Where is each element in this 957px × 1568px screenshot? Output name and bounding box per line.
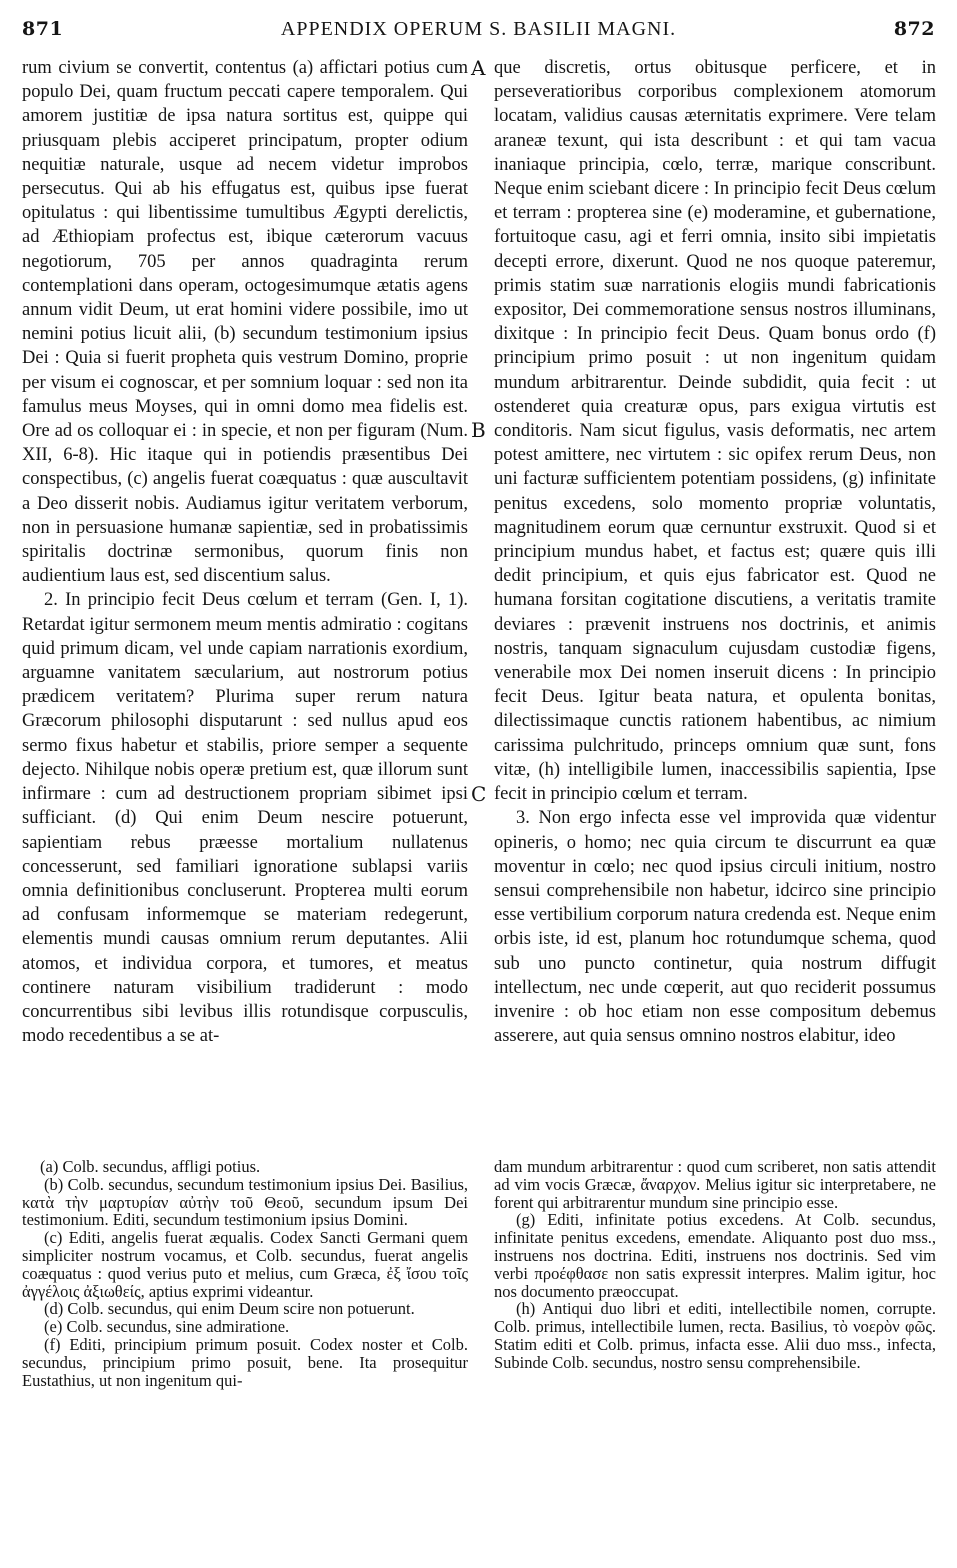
- footnote-continuation: dam mundum arbitrarentur : quod cum scriberet, non satis attendit ad vim vocis Græcæ, ἄναρχον. Melius igitur sic interpretabere, ne forent qui arbitrarentur mundum sine principio esse.: [494, 1157, 936, 1212]
- column-marker-b: B: [471, 418, 486, 442]
- footnotes-right-column: [494, 1158, 936, 1372]
- main-text-right-column: [494, 56, 936, 1048]
- paragraph: 2. In principio fecit Deus cœlum et terram (Gen. I, 1). Retardat igitur sermonem meum mentis admiratio : cogitans quid primum dicam, vel unde capiam narrationis exordium, arguamne vanitatem sæcularium, aut nostrorum potius prædicem veritatem? Plurima super rerum natura Græcorum philosophi disputarunt : sed nullus apud eos sermo fixus habetur et stabilis, priore semper a sequente dejecto. Nihilque nobis operæ pretium est, quæ illorum sunt infirmare : cum ad destructionem propriam sibimet ipsi sufficiant. (d) Qui enim Deum nescire potuerunt, sapientiam rebus præesse mortalium nullatenus concesserunt, sed familiari ignoratione sublapsi variis omnia definitionibus concluserunt. Propterea multi eorum ad confusam informemque se materiam redegerunt, elementis mundi causas omnium rerum deputantes. Alii atomos, et individua corpora, et tumores, et meatus continere naturam visibilium tradiderunt : modo concurrentibus sibi levibus illis rotundisque corpusculis, modo recedentibus a se at-: [22, 590, 468, 1047]
- paragraph: rum civium se convertit, contentus (a) affictari potius cum populo Dei, quam fructum peccati capere temporalem. Qui amorem justitiæ de ipsa natura sortitus est, quippe qui priusquam plebis acciperet principatum, propter odium nequitiæ naturale, usque ad necem videtur improbos persecutus. Qui ab his effugatus est, quibus ipse fuerat opitulatus : qui libentissime tumultibus Ægypti derelictis, ad Æthiopiam profectus est, ibique cæterorum vacuus negotiorum, 705 per annos quadraginta rerum contemplationi dans operam, octogesimumque ætatis agens annum vidit Deum, ut erat homini videre possibile, imo ut nemini potius licuit alii, (b) secundum testimonium ipsius Dei : Quia si fuerit propheta quis vestrum Domino, proprie per visum ei cognoscar, et per somnium loquar : sed non ita famulus meus Moyses, qui in omni domo mea fidelis est. Ore ad os colloquar ei : in specie, et non per figuram (Num. XII, 6-8). Hic itaque qui in potiendis præsentibus Dei conspectibus, (c) angelis fuerat coæquatus : quæ auscultavit a Deo disserit nobis. Audiamus igitur veritatem verborum, non in persuasione humanæ sapientiæ, sed in probatissimis spiritalis doctrinæ sermonibus, quorum finis non audientium laus est, sed discentium salus.: [22, 58, 468, 587]
- footnote: (g) Editi, infinitate potius excedens. At Colb. secundus, infinitate penitus excedens, emendate. Aliquanto post duo mss., instruens nos doctrina. Editi, instruens nos doctrinis. Sed vim verbi προέφθασε non satis expressit interpres. Malim igitur, hoc nos documento præoccupat.: [494, 1210, 936, 1301]
- paragraph: 3. Non ergo infecta esse vel improvida quæ videntur opineris, o homo; nec quia circum te discurrunt ea quæ moventur in cœlo; nec quod ipsius circuli initium, nostro sensui comprehensibile non habetur, idcirco sine principio esse vertibilium corporum natura credenda est. Neque enim orbis iste, id est, planum hoc rotundumque schema, quod sub uno puncto continetur, quia nostrum diffugit intellectum, nec unde cœperit, aut quo reciderit possumus invenire : ob hoc etiam non esse compositum debemus asserere, aut quia sensus omnino nostros elabitur, ideo: [494, 808, 936, 1047]
- main-text-left-column: [22, 56, 468, 1048]
- paragraph: que discretis, ortus obitusque perficere, et in perseveratioribus corporibus complexionem atomorum locatam, validius causas æternitatis exprimere. Vere telam araneæ texunt, qui ista describunt : et qui tam vacua inaniaque principia, cœlo, terræ, marique conscribunt. Neque enim sciebant dicere : In principio fecit Deus cœlum et terram : propterea sine (e) moderamine, et gubernatione, fortuitoque casu, agi et ferri omnia, insito sibi impietatis decepti errore, dixerunt. Quod ne nos quoque pateremur, primis statim suæ narrationis elogiis mundi fabricationis expositor, Dei commemoratione sensus nostros illuminans, dixitque : In principio fecit Deus. Quam bonus ordo (f) principium primo posuit : ut non ingenitum quidam mundum arbitrarentur. Deinde subdidit, quia fecit : ut ostenderet quia creaturæ opus, pars exigua virtutis est conditoris. Nam sicut figulus, vasis deformatis, nec artem potest amittere, nec virtutem : sic opifex rerum Deus, non uni facturæ sufficientem potentiam possidens, (g) infinitate penitus excedens, solo momento propriæ voluntatis, magnitudinem eorum quæ cernuntur exstruxit. Quod si et principium mundus habet, et factus est; quære quis illi dedit principium, et quis ejus fabricator est. Quod ne humana forsitan cogitatione discutiens, a veritatis tramite deviares : prævenit instruens nos doctrinis, et animis nostris, tanquam signaculum cujusdam custodiæ figens, venerabile mox Dei nomen inseruit dicens : In principio fecit Deus. Igitur beata natura, et opulenta bonitas, dilectissimaque cunctis rationem habentibus, ac nimium carissima pulchritudo, princeps omnium quæ sunt, fons vitæ, (h) intelligibile lumen, inaccessibilis sapientia, Ipse fecit in principio cœlum et terram.: [494, 58, 936, 805]
- running-header: [22, 18, 935, 46]
- page-number-left: 871: [22, 18, 64, 40]
- footnote: (d) Colb. secundus, qui enim Deum scire non potuerunt.: [44, 1299, 415, 1319]
- footnote: (c) Editi, angelis fuerat æqualis. Codex Sancti Germani quem simpliciter nostrum vocamus, et Colb. secundus, fuerat angelis coæquatus : quod verius puto et melius, cum Græca, ἐξ ἴσου τοῖς ἀγγέλοις ἀξιωθείς, aptius exprimi videantur.: [22, 1228, 468, 1301]
- running-title: APPENDIX OPERUM S. BASILII MAGNI.: [280, 18, 677, 40]
- page-number-right: 872: [893, 18, 935, 40]
- footnote: (h) Antiqui duo libri et editi, intellectibile nomen, corrupte. Colb. primus, intellectibile lumen, recta. Basilius, τὸ νοερὸν φῶς. Statim editi et Colb. primus, infacta esse. Alii duo mss., infecta, Subinde Colb. secundus, nostro sensu comprehensibile.: [494, 1299, 936, 1372]
- footnote: (b) Colb. secundus, secundum testimonium ipsius Dei. Basilius, κατὰ τὴν μαρτυρίαν αὐτὴν τοῦ Θεοῦ, secundum ipsum Dei testimonium. Editi, secundum testimonium ipsius Domini.: [22, 1174, 468, 1230]
- column-marker-c: C: [471, 782, 487, 806]
- footnote: (e) Colb. secundus, sine admiratione.: [44, 1317, 290, 1337]
- footnote: (f) Editi, principium primum posuit. Codex noster et Colb. secundus, principium primo posuit, bene. Ita prosequitur Eustathius, ut non ingenitum qui-: [22, 1334, 468, 1390]
- column-marker-a: A: [471, 56, 486, 80]
- footnotes-left-column: [22, 1158, 468, 1389]
- footnote: (a) Colb. secundus, affligi potius.: [40, 1157, 261, 1176]
